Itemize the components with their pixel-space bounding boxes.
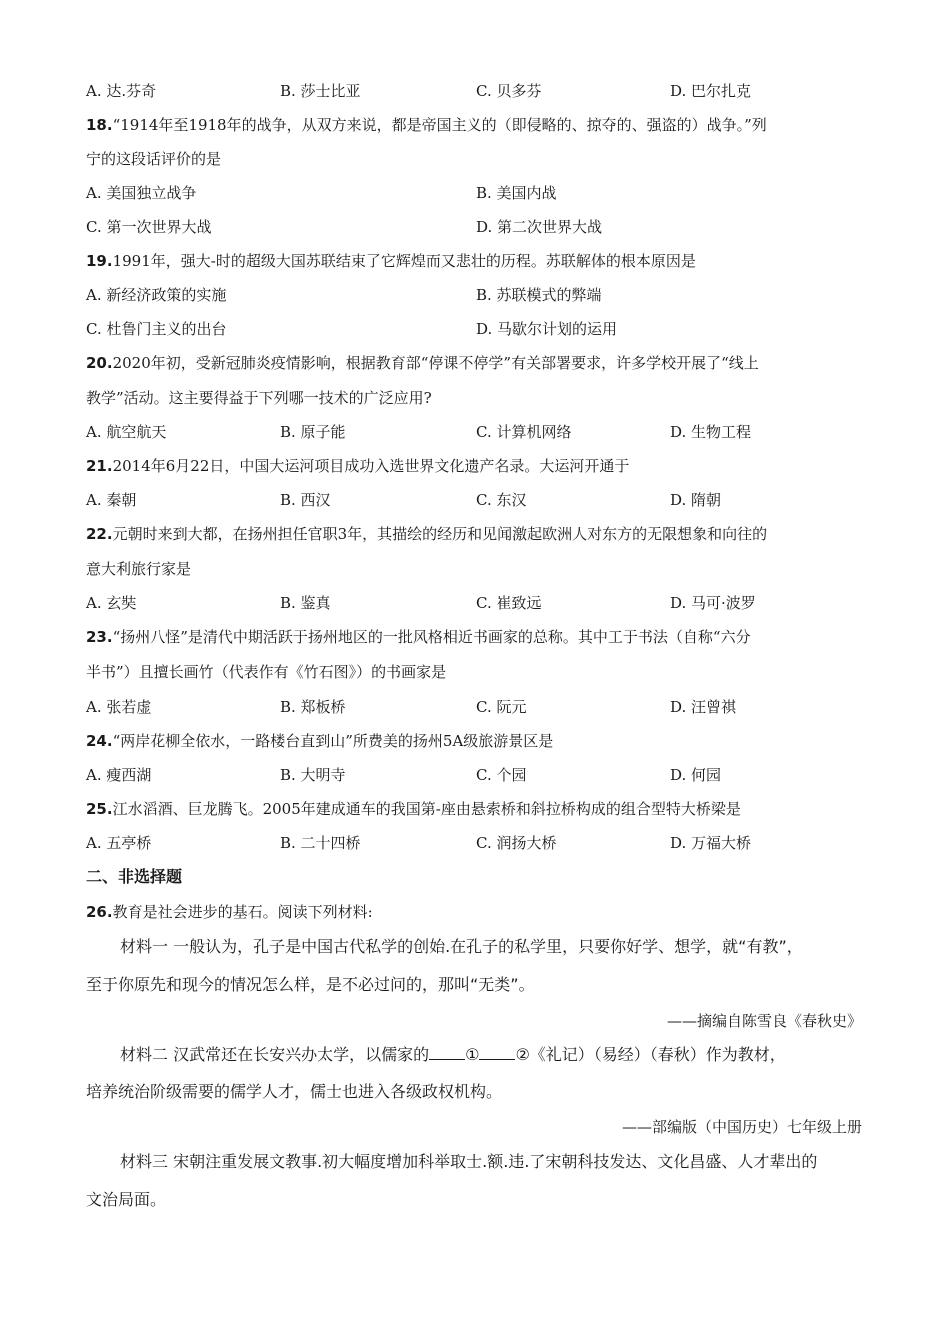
q19-option-a: A. 新经济政策的实施 [86, 286, 227, 304]
answer-blank-2[interactable] [479, 1045, 515, 1060]
q26-text-line1: 教育是社会进步的基石。阅读下列材料: [112, 903, 373, 921]
material1-line2: 至于你原先和现今的情况怎么样，是不必过问的，那叫“无类”。 [86, 975, 535, 994]
q25-text-line1: 江水滔酒、巨龙腾飞。2005年建成通车的我国第-座由悬索桥和斜拉桥构成的组合型特大桥梁是 [112, 800, 741, 818]
q22-option-b: B. 鉴真 [280, 594, 331, 612]
section-heading: 二、非选择题 [86, 867, 183, 886]
q21-number: 21. [86, 457, 113, 475]
q22-number: 22. [86, 525, 113, 543]
q20-option-c: C. 计算机网络 [476, 423, 572, 441]
q24-text-line1: “两岸花柳全依水，一路楼台直到山”所费美的扬州5A级旅游景区是 [112, 732, 554, 750]
q24-option-b: B. 大明寺 [280, 766, 346, 784]
q25-option-b: B. 二十四桥 [280, 834, 361, 852]
q21-option-b: B. 西汉 [280, 491, 331, 509]
q17-option-a: A. 达.芬奇 [86, 82, 157, 100]
material2-line1 [120, 1045, 786, 1065]
q18-option-d: D. 第二次世界大战 [476, 218, 603, 236]
q23-option-a: A. 张若虚 [86, 698, 152, 716]
q18-option-c: C. 第一次世界大战 [86, 218, 212, 236]
q17-option-d: D. 巴尔扎克 [670, 82, 752, 100]
material2-source: ——部编版（中国历史）七年级上册 [621, 1118, 862, 1136]
q18-option-a: A. 美国独立战争 [86, 184, 197, 202]
q23-text-line2: 半书”）且擅长画竹（代表作有《竹石图》）的书画家是 [86, 663, 447, 681]
q24-option-a: A. 瘦西湖 [86, 766, 152, 784]
q26-stem [86, 902, 373, 922]
q21-text-line1: 2014年6月22日，中国大运河项目成功入选世界文化遗产名录。大运河开通于 [112, 457, 630, 475]
q18-text-line1: “1914年至1918年的战争，从双方来说，都是帝国主义的（即侵略的、掠夺的、强盗的）战争。”列 [112, 116, 767, 134]
q19-option-b: B. 苏联模式的弊端 [476, 286, 602, 304]
q21-option-c: C. 东汉 [476, 491, 527, 509]
q18-option-b: B. 美国内战 [476, 184, 557, 202]
q17-option-c: C. 贝多芬 [476, 82, 542, 100]
q22-text-line2: 意大利旅行家是 [86, 560, 192, 578]
q24-number: 24. [86, 732, 113, 750]
blank-marker-2: ② [515, 1045, 530, 1064]
q22-text-line1: 元朝时来到大都，在扬州担任官职3年，其描绘的经历和见闻激起欧洲人对东方的无限想象和向往的 [112, 525, 768, 543]
q25-stem [86, 799, 741, 819]
q22-stem [86, 524, 767, 544]
answer-blank-1[interactable] [429, 1045, 465, 1060]
q19-stem [86, 251, 696, 271]
material2-after: 《礼记）（易经）（春秋）作为教材， [529, 1045, 786, 1064]
q24-option-d: D. 何园 [670, 766, 722, 784]
material3-line1: 材料三 宋朝注重发展文教事.初大幅度增加科举取士.额.违.了宋朝科技发达、文化昌盛、人才辈出的 [120, 1152, 818, 1171]
q20-option-d: D. 生物工程 [670, 423, 752, 441]
q18-stem [86, 115, 767, 135]
q24-stem [86, 731, 553, 751]
q19-text-line1: 1991年，强大-时的超级大国苏联结束了它辉煌而又悲壮的历程。苏联解体的根本原因是 [112, 252, 696, 270]
q20-number: 20. [86, 354, 113, 372]
q25-number: 25. [86, 800, 113, 818]
q20-stem [86, 353, 759, 373]
q25-option-d: D. 万福大桥 [670, 834, 752, 852]
blank-marker-1: ① [465, 1045, 480, 1064]
q18-text-line2: 宁的这段话评价的是 [86, 150, 222, 168]
q23-text-line1: “扬州八怪”是清代中期活跃于扬州地区的一批风格相近书画家的总称。其中工于书法（自称“六分 [112, 628, 751, 646]
q22-option-a: A. 玄奘 [86, 594, 137, 612]
material3-line2: 文治局面。 [86, 1190, 167, 1209]
q21-stem [86, 456, 629, 476]
material1-source: ——摘编自陈雪良《春秋史》 [666, 1012, 862, 1030]
q22-option-c: C. 崔致远 [476, 594, 542, 612]
material1-line1: 材料一 一般认为，孔子是中国古代私学的创始.在孔子的私学里，只要你好学、想学，就“有教”， [120, 937, 803, 956]
q25-option-a: A. 五亭桥 [86, 834, 152, 852]
q22-option-d: D. 马可·波罗 [670, 594, 756, 612]
q21-option-a: A. 秦朝 [86, 491, 137, 509]
q23-option-c: C. 阮元 [476, 698, 527, 716]
q23-option-b: B. 郑板桥 [280, 698, 346, 716]
q19-option-c: C. 杜鲁门主义的出台 [86, 320, 227, 338]
q23-number: 23. [86, 628, 113, 646]
q17-option-b: B. 莎士比亚 [280, 82, 361, 100]
q18-number: 18. [86, 116, 113, 134]
q23-option-d: D. 汪曾祺 [670, 698, 737, 716]
q19-number: 19. [86, 252, 113, 270]
material2-before: 材料二 汉武常还在长安兴办太学，以儒家的 [120, 1045, 430, 1064]
q21-option-d: D. 隋朝 [670, 491, 722, 509]
q20-option-a: A. 航空航天 [86, 423, 167, 441]
q20-text-line2: 教学”活动。这主要得益于下列哪一技术的广泛应用? [86, 389, 432, 407]
q19-option-d: D. 马歇尔计划的运用 [476, 320, 618, 338]
q24-option-c: C. 个园 [476, 766, 527, 784]
q20-text-line1: 2020年初，受新冠肺炎疫情影响，根据教育部“停课不停学”有关部署要求，许多学校开展了“线上 [112, 354, 759, 372]
q20-option-b: B. 原子能 [280, 423, 346, 441]
q23-stem [86, 627, 751, 647]
q25-option-c: C. 润扬大桥 [476, 834, 557, 852]
q26-number: 26. [86, 903, 113, 921]
material2-line2: 培养统治阶级需要的儒学人才，儒士也进入各级政权机构。 [86, 1082, 503, 1101]
